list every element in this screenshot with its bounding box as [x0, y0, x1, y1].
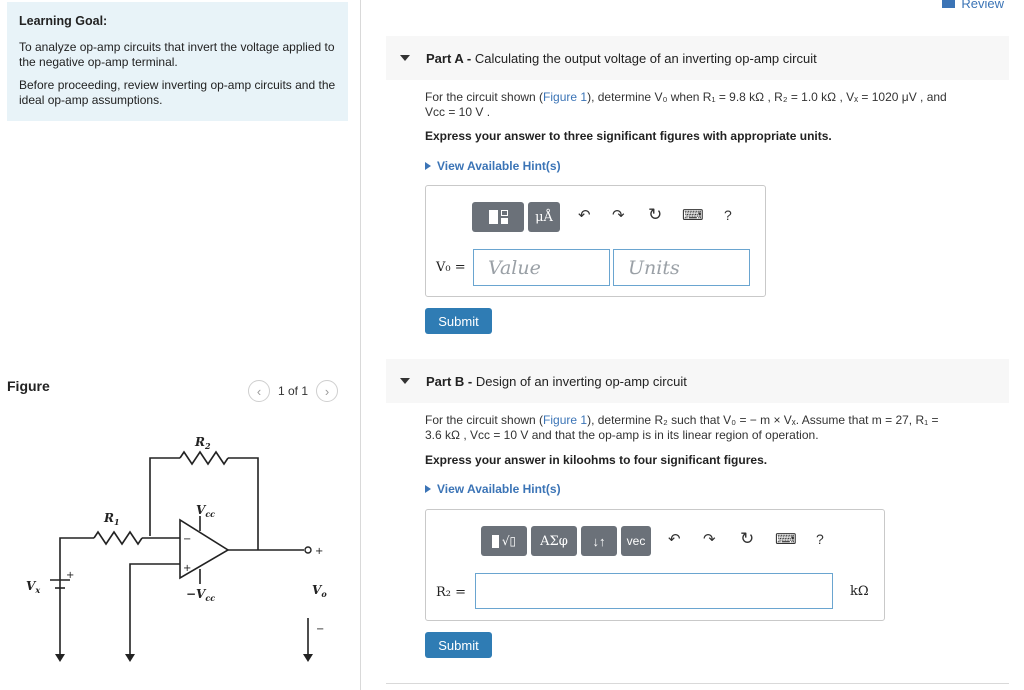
output-minus-sign: − — [316, 624, 325, 635]
collapse-caret-icon — [400, 55, 410, 61]
part-a-header[interactable] — [386, 36, 1009, 80]
radical-template-icon: √▯ — [492, 534, 516, 548]
redo-icon[interactable]: ↷ — [612, 207, 625, 224]
part-b-submit-button[interactable]: Submit — [425, 632, 492, 658]
vo-answer-label: V₀ = — [436, 260, 466, 275]
column-divider — [360, 0, 361, 690]
r2-label: $R_2$ — [195, 435, 211, 451]
vector-button[interactable]: vec — [621, 526, 651, 556]
ground-arrow-left — [55, 654, 65, 662]
keyboard-icon[interactable]: ⌨ — [682, 207, 704, 224]
chevron-right-icon: › — [324, 383, 330, 399]
ground-arrow-mid — [125, 654, 135, 662]
part-a-answer-box — [425, 185, 766, 297]
review-link[interactable] — [942, 0, 1004, 11]
section-divider — [386, 683, 1009, 684]
figure-pager — [248, 380, 338, 402]
opamp-minus-sign: − — [183, 534, 192, 545]
input-wire — [60, 538, 94, 600]
keyboard-icon[interactable]: ⌨ — [775, 531, 797, 548]
template-button[interactable] — [472, 202, 524, 232]
neg-vcc-label: $-V_{cc}$ — [186, 587, 216, 603]
vo-arrow-head — [303, 654, 313, 662]
next-figure-button[interactable] — [316, 380, 338, 402]
figure-link[interactable]: Figure 1 — [543, 90, 588, 104]
source-plus-sign: + — [66, 570, 75, 581]
left-panel — [0, 0, 360, 690]
redo-icon[interactable]: ↷ — [703, 531, 716, 548]
output-terminal — [305, 547, 311, 553]
prev-figure-button[interactable] — [248, 380, 270, 402]
help-icon[interactable]: ? — [816, 531, 824, 547]
part-b-hint-link[interactable]: View Available Hint(s) — [425, 482, 561, 496]
chevron-left-icon: ‹ — [256, 383, 262, 399]
part-b-header[interactable] — [386, 359, 1009, 403]
r2-value-input[interactable] — [475, 573, 833, 609]
review-label: Review — [961, 0, 1004, 11]
output-plus-sign: + — [315, 546, 324, 557]
math-template-button[interactable] — [481, 526, 527, 556]
r2-resistor — [180, 452, 228, 464]
learning-goal-review-text: Before proceeding, review inverting op-amp circuits and the ideal op-amp assumptions. — [19, 78, 336, 107]
part-b-answer-box — [425, 509, 885, 621]
collapse-caret-icon — [400, 378, 410, 384]
part-b-title: Part B - Design of an inverting op-amp circuit — [426, 373, 687, 389]
learning-goal-box — [7, 2, 348, 121]
units-input[interactable]: Units — [613, 249, 750, 286]
feedback-wire-right — [228, 458, 258, 550]
part-a-submit-button[interactable]: Submit — [425, 308, 492, 334]
figure-link[interactable]: Figure 1 — [543, 413, 588, 427]
help-icon[interactable]: ? — [724, 207, 732, 223]
opamp-plus-sign: + — [183, 563, 192, 574]
feedback-wire — [150, 458, 180, 536]
vo-label: $V_o$ — [312, 583, 327, 599]
r1-resistor — [94, 532, 142, 544]
reset-icon[interactable]: ↻ — [740, 529, 755, 548]
learning-goal-title: Learning Goal: — [19, 14, 108, 28]
units-button[interactable]: μÅ — [528, 202, 560, 232]
reset-icon[interactable]: ↻ — [648, 205, 663, 224]
part-b-instruction: Express your answer in kiloohms to four significant figures. — [425, 453, 768, 467]
subscript-superscript-button[interactable]: ↓↑ — [581, 526, 617, 556]
expand-caret-icon — [425, 485, 431, 493]
greek-symbols-button[interactable]: ΑΣφ — [531, 526, 577, 556]
part-a-title: Part A - Calculating the output voltage of an inverting op-amp circuit — [426, 50, 817, 66]
kiloohm-unit-label: kΩ — [850, 584, 869, 599]
vx-label: $V_x$ — [26, 579, 41, 595]
expand-caret-icon — [425, 162, 431, 170]
learning-goal-text: To analyze op-amp circuits that invert the voltage applied to the negative op-amp terminal. — [19, 40, 335, 69]
part-a-instruction: Express your answer to three significant figures with appropriate units. — [425, 129, 832, 143]
r2-answer-label: R₂ = — [436, 585, 467, 600]
figure-title: Figure — [7, 378, 50, 394]
part-a-hint-link[interactable]: View Available Hint(s) — [425, 159, 561, 173]
figure-page-count: 1 of 1 — [278, 384, 309, 398]
undo-icon[interactable]: ↶ — [578, 207, 591, 224]
vcc-label: $V_{cc}$ — [196, 503, 216, 519]
review-icon — [942, 0, 955, 8]
value-input[interactable]: Value — [473, 249, 610, 286]
undo-icon[interactable]: ↶ — [668, 531, 681, 548]
noninverting-wire — [130, 564, 180, 660]
r1-label: $R_1$ — [104, 511, 120, 527]
circuit-diagram — [20, 428, 340, 668]
part-b-question: For the circuit shown (Figure 1), determine R₂ such that V₀ = − m × Vₓ. Assume that m = 27, R₁ = 3.6 kΩ , Vcc = 10 V and that the op-amp is in its linear region of operation. — [425, 413, 939, 442]
template-icon — [489, 210, 508, 224]
part-a-question: For the circuit shown (Figure 1), determine V₀ when R₁ = 9.8 kΩ , R₂ = 1.0 kΩ , Vₓ = 1020 μV , and Vcc = 10 V . — [425, 90, 947, 119]
